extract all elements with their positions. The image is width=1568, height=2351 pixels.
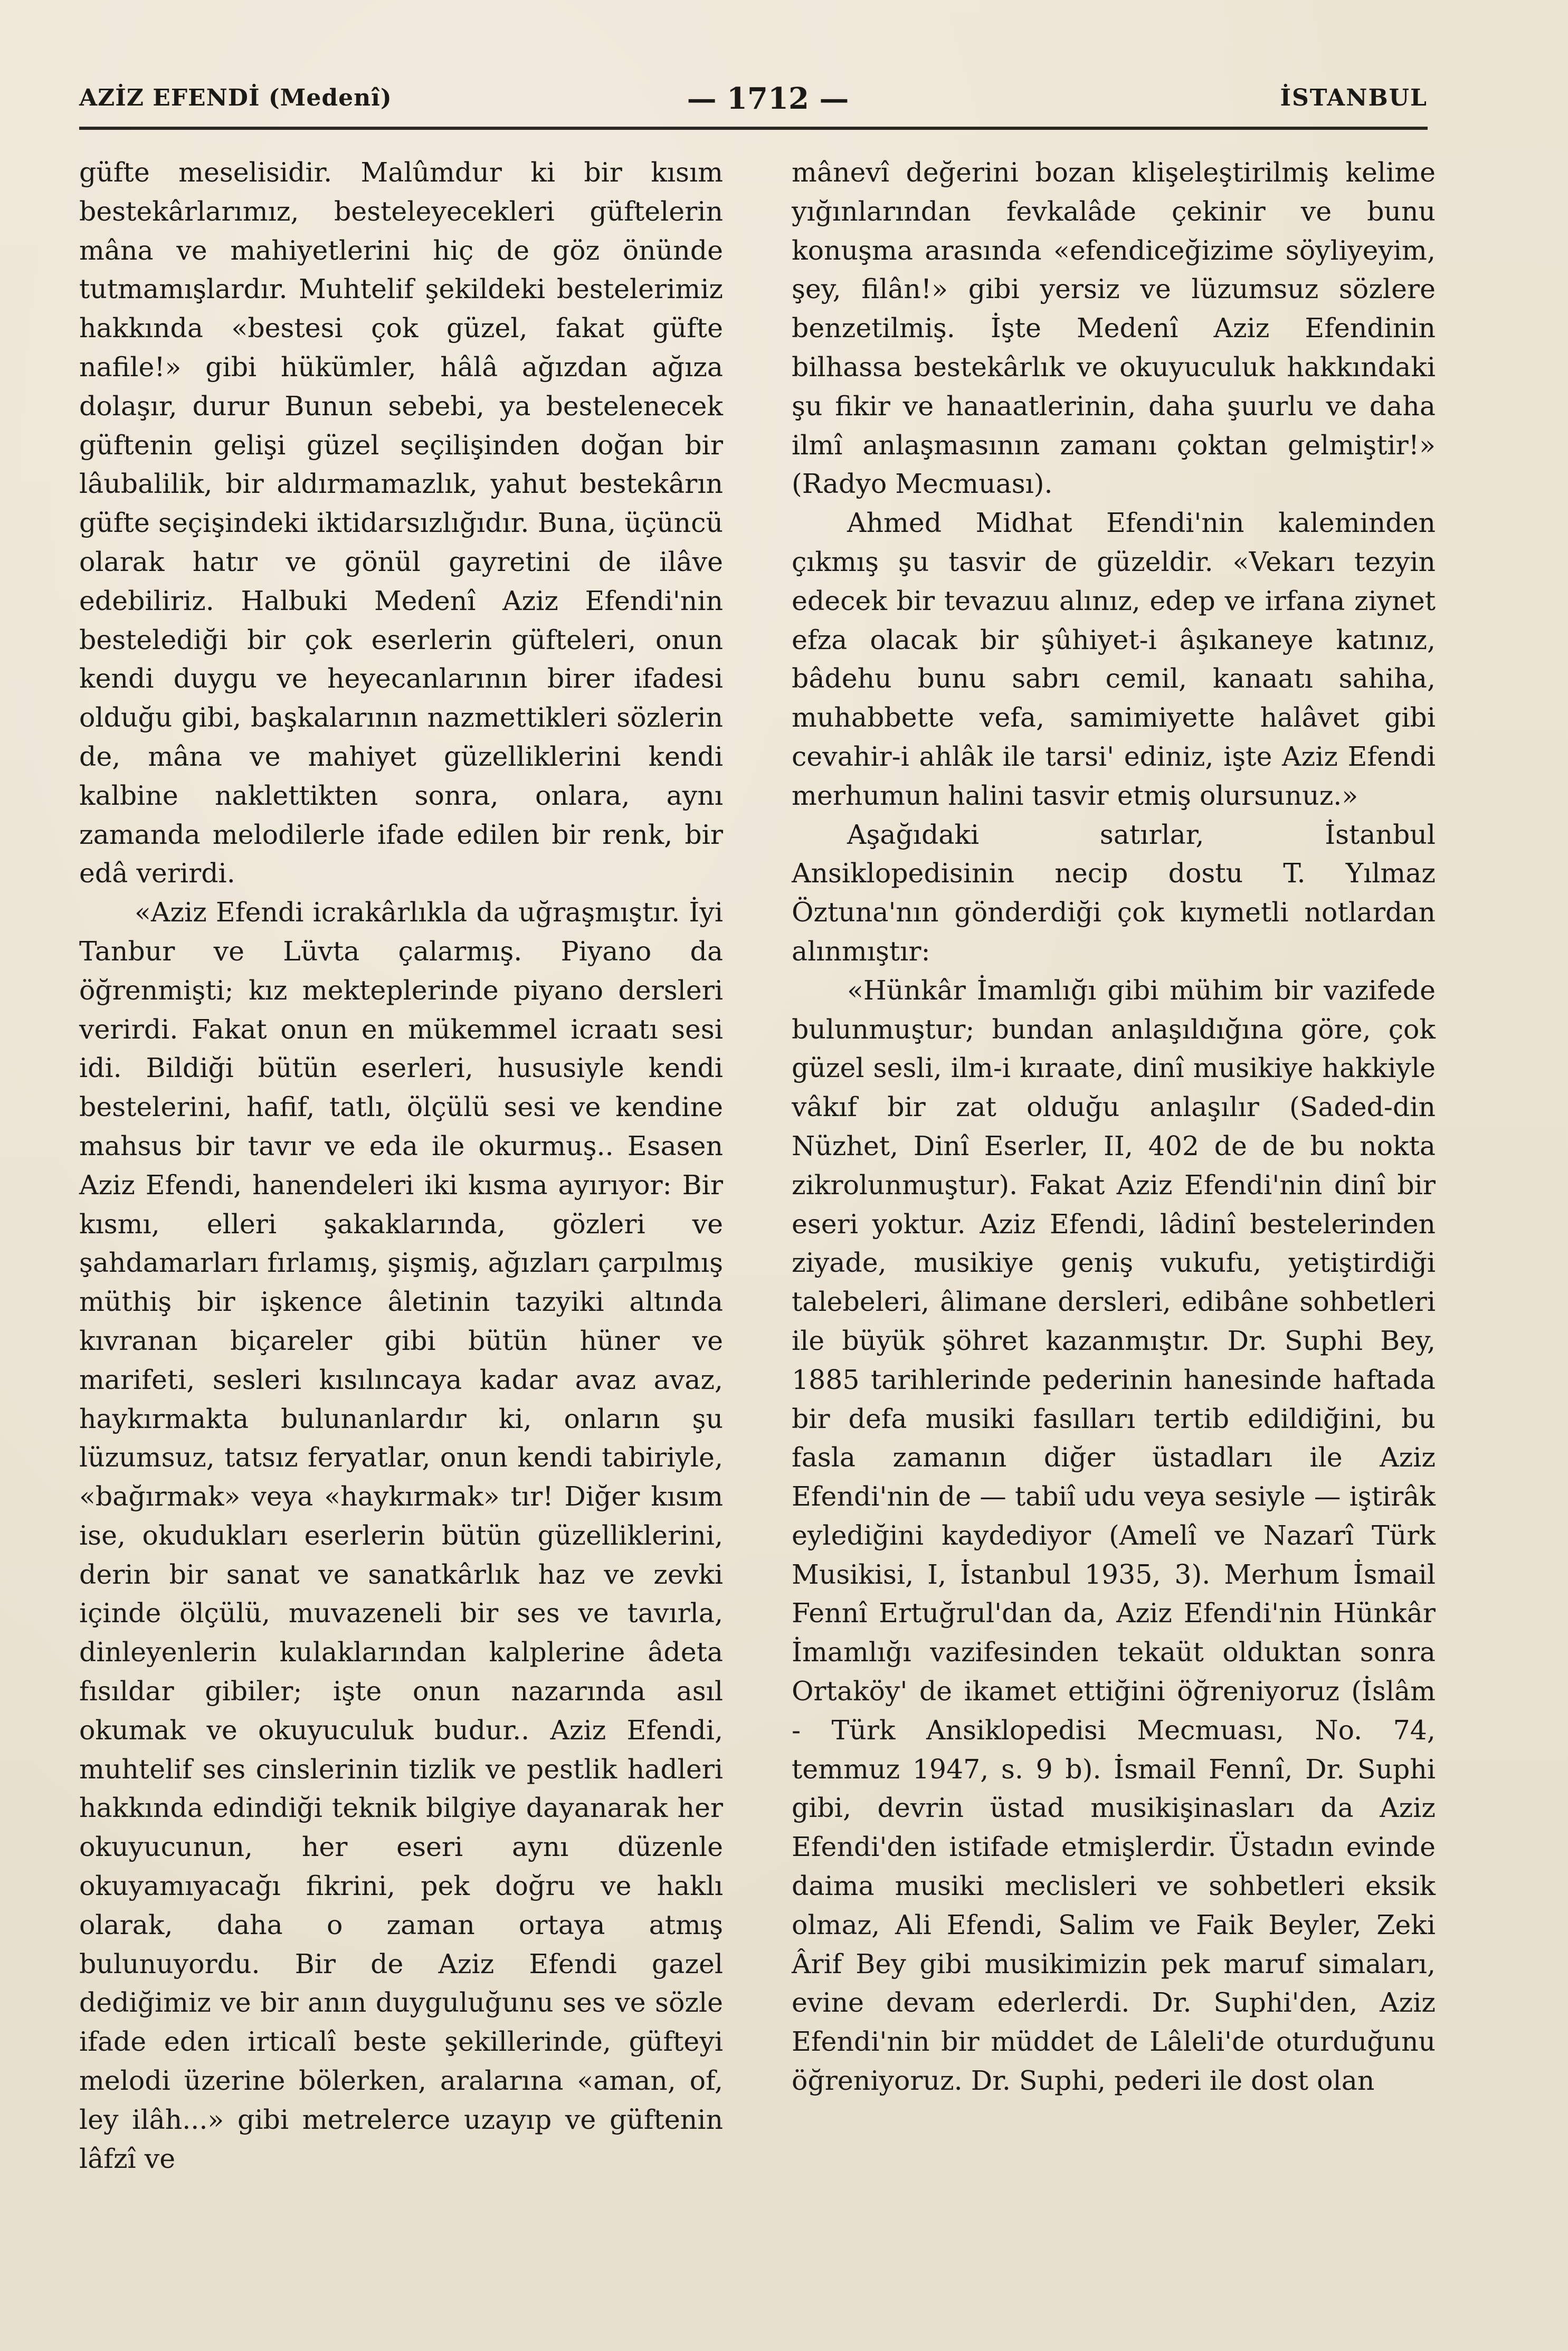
header-article-title: AZİZ EFENDİ (Medenî): [79, 84, 392, 111]
right-column: [792, 153, 1436, 2100]
paragraph: «Hünkâr İmamlığı gibi mühim bir vazifede bulunmuştur; bundan anlaşıldığına göre, çok güzel sesli, ilm-i kıraate, dinî musikiye hakkiyle vâkıf bir zat olduğu anlaşılır (Saded-din Nüzhet, Dinî Eserler, II, 402 de de bu nokta zikrolunmuştur). Fakat Aziz Efendi'nin dinî bir eseri yoktur. Aziz Efendi, lâdinî bestelerinden ziyade, musikiye geniş vukufu, yetiştirdiği talebeleri, âlimane dersleri, edibâne sohbetleri ile büyük şöhret kazanmıştır. Dr. Suphi Bey, 1885 tarihlerinde pederinin hanesinde haftada bir defa musiki fasılları tertib edildiğini, bu fasla zamanın diğer üstadları ile Aziz Efendi'nin de — tabiî udu veya sesiyle — iştirâk eylediğini kaydediyor (Amelî ve Nazarî Türk Musikisi, I, İstanbul 1935, 3). Merhum İsmail Fennî Ertuğrul'dan da, Aziz Efendi'nin Hünkâr İmamlığı vazifesinden tekaüt olduktan sonra Ortaköy' de ikamet ettiğini öğreniyoruz (İslâm - Türk Ansiklopedisi Mecmuası, No. 74, temmuz 1947, s. 9 b). İsmail Fennî, Dr. Suphi gibi, devrin üstad musikişinasları da Aziz Efendi'den istifade etmişlerdir. Üstadın evinde daima musiki meclisleri ve sohbetleri eksik olmaz, Ali Efendi, Salim ve Faik Beyler, Zeki Ârif Bey gibi musikimizin pek maruf simaları, evine devam ederlerdi. Dr. Suphi'den, Aziz Efendi'nin bir müddet de Lâleli'de oturduğunu öğreniyoruz. Dr. Suphi, pederi ile dost olan: [792, 974, 1436, 2097]
paragraph: güfte meselisidir. Malûmdur ki bir kısım bestekârlarımız, besteleyecekleri güftelerin mâna ve mahiyetlerini hiç de göz önünde tutmamışlardır. Muhtelif şekildeki bestelerimiz hakkında «bestesi çok güzel, fakat güfte nafile!» gibi hükümler, hâlâ ağızdan ağıza dolaşır, durur Bunun sebebi, ya bestelenecek güftenin gelişi güzel seçilişinden doğan bir lâubalilik, bir aldırmamazlık, yahut bestekârın güfte seçişindeki iktidarsızlığıdır. Buna, üçüncü olarak hatır ve gönül gayretini de ilâve edebiliriz. Halbuki Medenî Aziz Efendi'nin bestelediği bir çok eserlerin güfteleri, onun kendi duygu ve heyecanlarının birer ifadesi olduğu gibi, başkalarının nazmettikleri sözlerin de, mâna ve mahiyet güzelliklerini kendi kalbine naklettikten sonra, onlara, aynı zamanda melodilerle ifade edilen bir renk, bir edâ verirdi.: [79, 157, 723, 889]
running-header: [79, 81, 1428, 121]
paragraph: «Aziz Efendi icrakârlıkla da uğraşmıştır. İyi Tanbur ve Lüvta çalarmış. Piyano da öğrenmişti; kız mekteplerinde piyano dersleri verirdi. Fakat onun en mükemmel icraatı sesi idi. Bildiği bütün eserleri, hususiyle kendi bestelerini, hafif, tatlı, ölçülü sesi ve kendine mahsus bir tavır ve eda ile okurmuş.. Esasen Aziz Efendi, hanendeleri iki kısma ayırıyor: Bir kısmı, elleri şakaklarında, gözleri ve şahdamarları fırlamış, şişmiş, ağızları çarpılmış müthiş bir işkence âletinin tazyiki altında kıvranan biçareler gibi bütün hüner ve marifeti, sesleri kısılıncaya kadar avaz avaz, haykırmakta bulunanlardır ki, onların şu lüzumsuz, tatsız feryatlar, onun kendi tabiriyle, «bağırmak» veya «haykırmak» tır! Diğer kısım ise, okudukları eserlerin bütün güzelliklerini, derin bir sanat ve sanatkârlık haz ve zevki içinde ölçülü, muvazeneli bir ses ve tavırla, dinleyenlerin kulaklarından kalplerine âdeta fısıldar gibiler; işte onun nazarında asıl okumak ve okuyuculuk budur.. Aziz Efendi, muhtelif ses cinslerinin tizlik ve pestlik hadleri hakkında edindiği teknik bilgiye dayanarak her okuyucunun, her eseri aynı düzenle okuyamıyacağı fikrini, pek doğru ve haklı olarak, daha o zaman ortaya atmış bulunuyordu. Bir de Aziz Efendi gazel dediğimiz ve bir anın duyguluğunu ses ve sözle ifade eden irticalî beste şekillerinde, güfteyi melodi üzerine bölerken, aralarına «aman, of, ley ilâh...» gibi metrelerce uzayıp ve güftenin lâfzî ve: [79, 897, 723, 2174]
header-book-title: İSTANBUL: [1280, 84, 1428, 111]
page-number: — 1712 —: [687, 81, 849, 116]
paragraph: Aşağıdaki satırlar, İstanbul Ansiklopedisinin necip dostu T. Yılmaz Öztuna'nın gönderdiği çok kıymetli notlardan alınmıştır:: [792, 818, 1436, 967]
paragraph: mânevî değerini bozan klişeleştirilmiş kelime yığınlarından fevkalâde çekinir ve bunu konuşma arasında «efendiceğizime söyliyeyim, şey, filân!» gibi yersiz ve lüzumsuz sözlere benzetilmiş. İşte Medenî Aziz Efendinin bilhassa bestekârlık ve okuyuculuk hakkındaki şu fikir ve hanaatlerinin, daha şuurlu ve daha ilmî anlaşmasının zamanı çoktan gelmiştir!» (Radyo Mecmuası).: [792, 157, 1436, 500]
header-rule: [79, 127, 1428, 130]
left-column: [79, 153, 723, 2178]
paragraph: Ahmed Midhat Efendi'nin kaleminden çıkmış şu tasvir de güzeldir. «Vekarı tezyin edecek bir tevazuu alınız, edep ve irfana ziynet efza olacak bir şûhiyet-i âşıkaneye katınız, bâdehu bunu sabrı cemil, kanaatı sahiha, muhabbette vefa, samimiyette halâvet gibi cevahir-i ahlâk ile tarsi' ediniz, işte Aziz Efendi merhumun halini tasvir etmiş olursunuz.»: [792, 507, 1436, 811]
